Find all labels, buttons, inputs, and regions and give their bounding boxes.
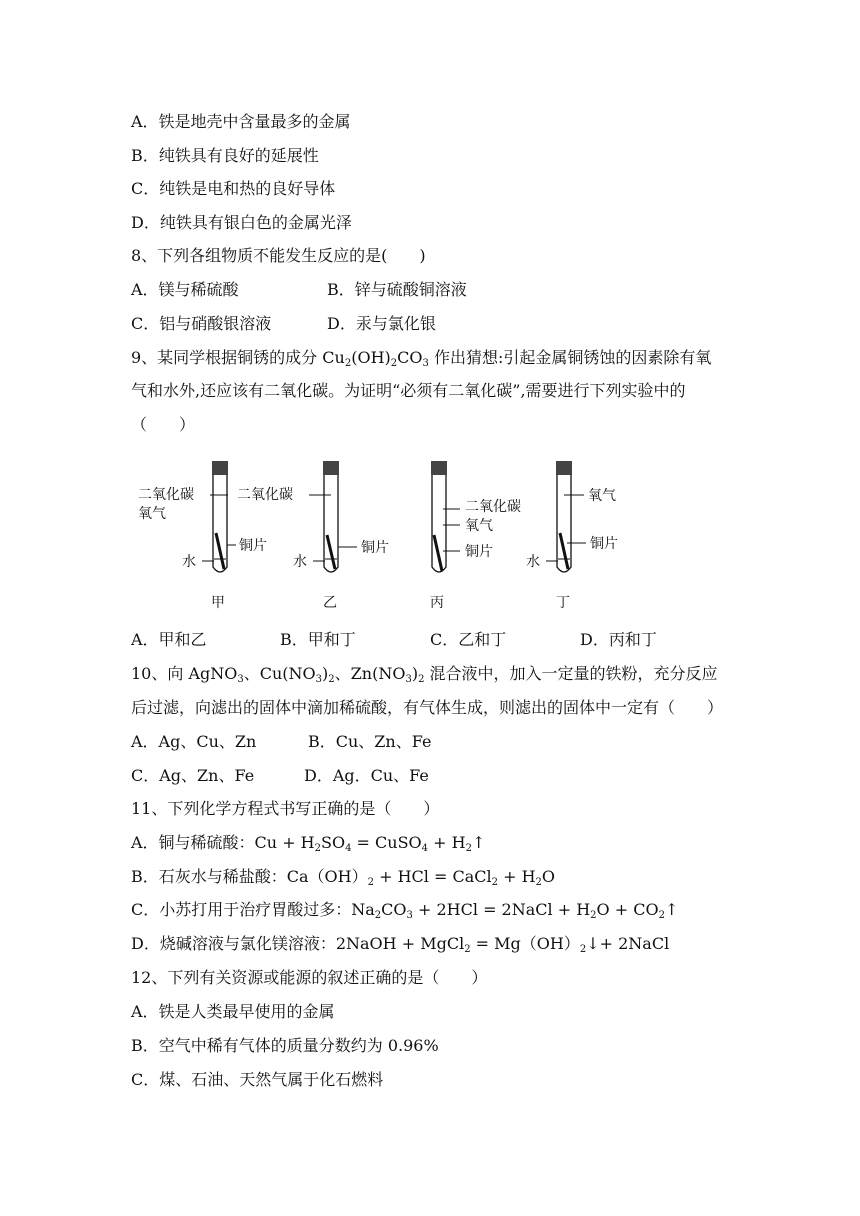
tube-bing-copper-strip	[434, 535, 442, 571]
tube-yi-name: 乙	[323, 595, 337, 611]
q8-option-b: B．锌与硫酸铜溶液	[327, 280, 467, 299]
tube-yi-stopper	[323, 461, 339, 475]
q7-option-d: D．纯铁具有银白色的金属光泽	[131, 213, 352, 232]
tube-ding-label-water: 水	[526, 554, 540, 570]
q11-option-d: D．烧碱溶液与氯化镁溶液：2NaOH + MgCl$_2$ = $Mg(OH)_2↓+$ 2NaCl	[131, 934, 670, 955]
tube-ding-copper-strip	[560, 533, 568, 569]
tube-ding-stopper	[556, 461, 572, 475]
tube-bing	[430, 461, 521, 611]
q12-option-c: C．煤、石油、天然气属于化石燃料	[131, 1070, 384, 1089]
tube-yi-label-water: 水	[293, 554, 307, 570]
q9-option-d: D．丙和丁	[580, 630, 657, 649]
q11-option-a: A．铜与稀硫酸：$Cu + H_2SO_4$ = CuSO$_4$ + $H_2↑$	[131, 833, 486, 854]
tube-jia-name: 甲	[211, 595, 225, 611]
q10-stem-line2: 后过滤，向滤出的固体中滴加稀硫酸，有气体生成，则滤出的固体中一定有（ ）	[131, 698, 724, 717]
q7-option-a: A．铁是地壳中含量最多的金属	[131, 112, 351, 131]
tube-yi	[237, 461, 389, 611]
q9-test-tube-figure	[130, 455, 730, 615]
q10-stem-line1: 10、向 AgNO$_3$、$Cu(NO_3)_2$、$Zn(NO_3)_2$ 混合液中，加入一定量的铁粉，充分反应	[131, 664, 718, 685]
q8-stem: 8、下列各组物质不能发生反应的是( )	[131, 246, 426, 265]
tube-bing-name: 丙	[430, 595, 444, 611]
q7-option-c: C．纯铁是电和热的良好导体	[131, 179, 336, 198]
q11-stem: 11、下列化学方程式书写正确的是（ ）	[131, 799, 440, 818]
q8-option-a: A．镁与稀硫酸	[131, 280, 239, 299]
q8-option-c: C．铝与硝酸银溶液	[131, 314, 272, 333]
q10-option-d: D．Ag．Cu、Fe	[304, 766, 429, 785]
tube-jia-stopper	[212, 461, 228, 475]
tube-jia-copper-strip	[216, 533, 224, 569]
tube-ding	[526, 461, 618, 611]
tube-yi-label-copper: 铜片	[361, 540, 389, 556]
tube-bing-label-copper: 铜片	[465, 544, 493, 560]
q9-option-a: A．甲和乙	[131, 630, 207, 649]
tube-bing-label-o2: 氧气	[465, 518, 493, 534]
q10-option-c: C．Ag、Zn、Fe	[131, 766, 255, 785]
q10-option-a: A．Ag、Cu、Zn	[131, 732, 257, 751]
tube-ding-label-copper: 铜片	[590, 536, 618, 552]
q12-option-a: A．铁是人类最早使用的金属	[131, 1002, 335, 1021]
tube-jia-label-co2: 二氧化碳	[138, 487, 194, 503]
q9-option-c: C．乙和丁	[430, 630, 507, 649]
q9-stem-line2: 气和水外,还应该有二氧化碳。为证明“必须有二氧化碳”,需要进行下列实验中的	[131, 381, 686, 400]
q8-option-d: D．汞与氯化银	[327, 314, 436, 333]
tube-bing-stopper	[431, 461, 447, 475]
tube-bing-label-co2: 二氧化碳	[465, 499, 521, 515]
tube-yi-copper-strip	[327, 535, 335, 569]
q12-option-b: B．空气中稀有气体的质量分数约为 0.96%	[131, 1036, 439, 1055]
q11-option-c: C．小苏打用于治疗胃酸过多：$Na_2CO_3 + 2HCl$ = 2NaCl + $H_2O$ + $CO_2↑$	[131, 900, 679, 921]
tube-jia-label-water: 水	[182, 554, 196, 570]
q9-option-b: B．甲和丁	[280, 630, 356, 649]
q9-stem-line1: 9、某同学根据铜锈的成分 $Cu_2(OH)_2CO_3$ 作出猜想:引起金属铜锈蚀的因素除有氧	[131, 348, 712, 369]
q7-option-b: B．纯铁具有良好的延展性	[131, 146, 319, 165]
q11-option-b: B．石灰水与稀盐酸：$Ca(OH)_2$ + HCl = CaCl$_2$ + $H_2O$	[131, 867, 556, 888]
q12-stem: 12、下列有关资源或能源的叙述正确的是（ ）	[131, 968, 488, 987]
tube-jia-label-copper: 铜片	[239, 538, 267, 554]
tube-jia-label-o2: 氧气	[138, 506, 166, 522]
q9-stem-line3: （ ）	[131, 415, 196, 434]
tube-jia	[138, 461, 267, 611]
tube-yi-label-co2: 二氧化碳	[237, 487, 293, 503]
tube-ding-name: 丁	[556, 595, 570, 611]
q10-option-b: B．Cu、Zn、Fe	[308, 732, 432, 751]
tube-ding-label-o2: 氧气	[588, 488, 616, 504]
